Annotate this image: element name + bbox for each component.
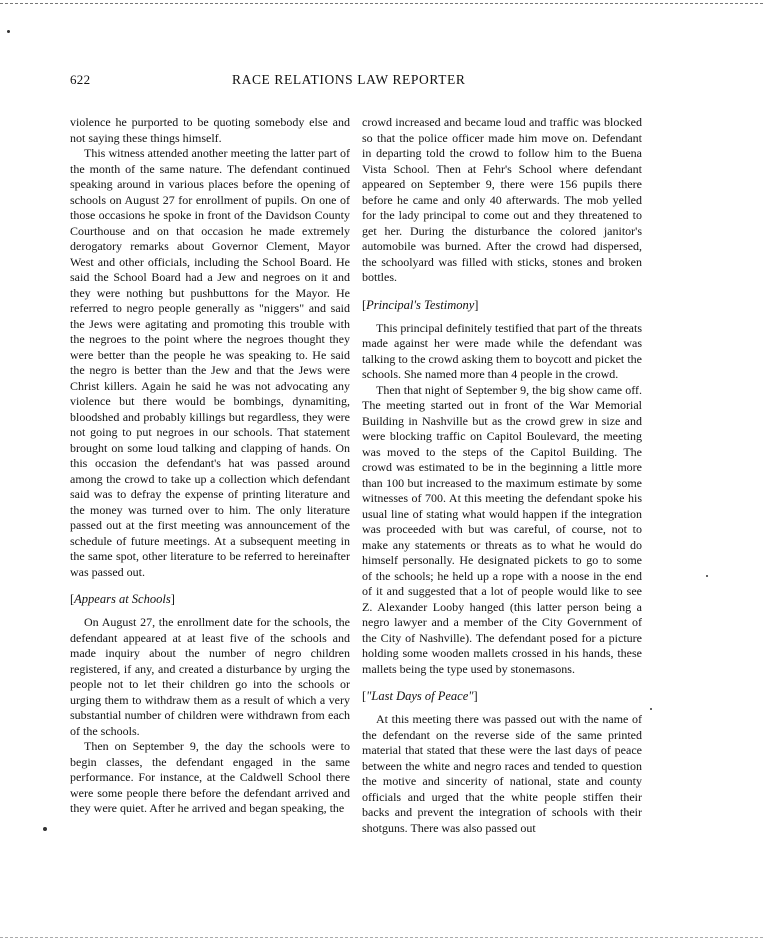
page-number: 622	[70, 72, 91, 87]
section-heading: [Appears at Schools]	[70, 592, 175, 606]
running-head: RACE RELATIONS LAW REPORTER	[232, 72, 466, 87]
scan-speck	[7, 30, 10, 33]
scan-speck	[650, 708, 652, 710]
paragraph: This principal definitely testified that part of the threats made against her were made while the defendant was talking to the crowd asking them to boycott and picket the schools. She named more than 4 people in the crowd.	[362, 320, 642, 381]
top-scan-edge	[0, 3, 763, 4]
scan-speck	[706, 575, 708, 577]
section-heading-text: Principal's Testimony	[366, 297, 475, 312]
section-heading: ["Last Days of Peace"]	[362, 689, 478, 703]
paragraph: Then that night of September 9, the big show came off. The meeting started out in front of the War Memorial Building in Nashville but as the crowd grew in size and were blocking traffic on Capitol Boulevard, the meeting was moved to the steps of the Capitol Building. The crowd was estimated to be in the beginning a little more than 100 but increased to the maximum estimate by some witnesses of 700. At this meeting the defendant spoke his usual line of stating what would happen if the integration was proceeded with but was careful, of course, not to make any statements or threats as to what he would do himself personally. He designated pickets to go to some of the schools; he held up a rope with a noose in the end of it and suggested that a lot of people would like to see Z. Alexander Looby hanged (this latter person being a negro lawyer and a member of the City Government of the City of Nashville). The defendant posed for a picture holding some wooden mallets crossed in his hands, these mallets being the type used by stonemasons.	[362, 382, 642, 676]
left-column	[70, 115, 350, 817]
section-heading-text: "Last Days of Peace"	[366, 689, 474, 703]
section-heading: [Principal's Testimony]	[362, 297, 479, 312]
paragraph: violence he purported to be quoting somebody else and not saying these things himself.	[70, 115, 350, 145]
right-column	[362, 115, 642, 836]
paragraph: Then on September 9, the day the schools were to begin classes, the defendant engaged in the same performance. For instance, at the Caldwell School there were some people there before the defendant arrived and they were quiet. After he arrived and began speaking, the	[70, 739, 350, 815]
paragraph: At this meeting there was passed out with the name of the defendant on the reverse side of the same printed material that stated that these were the last days of peace between the white and negro races and tended to question the motive and sincerity of national, state and county officials and urged that the white people stiffen their backs and prevent the integration of schools with their shotguns. There was also passed out	[362, 712, 642, 835]
scan-speck	[43, 827, 47, 831]
section-heading-text: Appears at Schools	[74, 592, 171, 606]
paragraph: On August 27, the enrollment date for the schools, the defendant appeared at at least five of the schools and made inquiry about the number of negro children registered, if any, and created a disturbance by urging the people not to let their children go into the schools or urging them to withdraw them as a result of which a very substantial number of children were withdrawn from each of the schools.	[70, 615, 350, 738]
bottom-scan-edge	[0, 937, 763, 938]
paragraph: crowd increased and became loud and traffic was blocked so that the police officer made him move on. Defendant in departing told the crowd to follow him to the Buena Vista School. Then at Fehr's School where defendant appeared on September 9, there were 156 pupils there before he came and only 40 afterwards. The mob yelled for the lady principal to come out and they threatened to get her. During the disturbance the colored janitor's automobile was burned. After the crowd had dispersed, the schoolyard was filled with sticks, stones and broken bottles.	[362, 115, 642, 284]
paragraph: This witness attended another meeting the latter part of the month of the same nature. The defendant continued speaking around in various places before the opening of schools on August 27 for enrollment of pupils. On one of those occasions he spoke in front of the Davidson County Courthouse and on that occasion he made extremely derogatory remarks about Governor Clement, Mayor West and other officials, including the School Board. He said the School Board had a Jew and negroes on it and they were nothing but pushbuttons for the Mayor. He referred to negro people generally as "niggers" and said the Jews were agitating and promoting this trouble with the negroes to the point where the negroes thought they were better than the people he was speaking to. He said the negro is better than the Jew and that the Jews were Christ killers. Again he said he was not advocating any violence but there would be bombings, dynamiting, bloodshed and probably killings but regardless, they were not going to put negroes in our schools. That statement brought on some loud talking and clapping of hands. On this occasion the defendant's hat was passed around among the crowd to take up a collection which defendant said was to defray the expense of printing literature and the money was turned over to him. The only literature passed out at the first meeting was announcement of the schedule of future meetings. At a subsequent meeting in the same spot, other literature to be referred to hereinafter was passed out.	[70, 146, 350, 579]
